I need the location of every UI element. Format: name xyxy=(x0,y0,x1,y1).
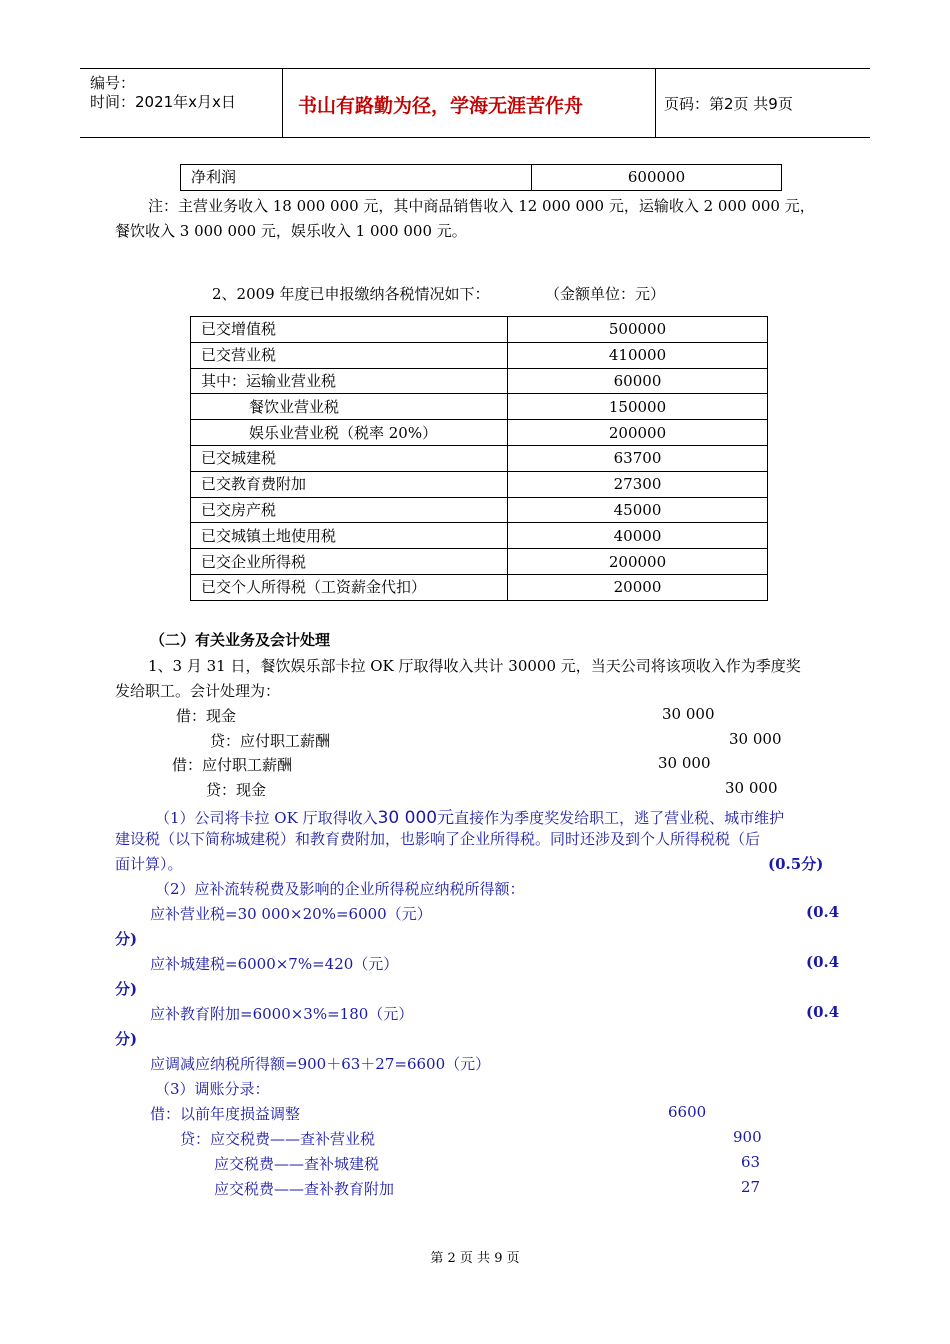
table-row xyxy=(191,574,768,600)
table-row xyxy=(191,497,768,523)
table-row xyxy=(191,549,768,575)
journal-entry-amount: 30 000 xyxy=(725,779,778,797)
paragraph-line: 1、3 月 31 日，餐饮娱乐部卡拉 OK 厅取得收入共计 30000 元，当天公司将该项收入作为季度奖 xyxy=(148,657,801,675)
table-cell-value: 150000 xyxy=(508,394,768,420)
table-cell-value: 410000 xyxy=(508,342,768,368)
table-row xyxy=(191,394,768,420)
table-cell-value: 600000 xyxy=(532,165,782,191)
journal-entry-label: 借：现金 xyxy=(176,707,237,725)
table-cell-label: 已交企业所得税 xyxy=(191,549,508,575)
page-header xyxy=(80,68,870,138)
journal-entry-label: 贷：应付职工薪酬 xyxy=(210,732,331,750)
table-row xyxy=(191,445,768,471)
answer-text: （1）公司将卡拉 OK 厅取得收入 xyxy=(155,809,378,827)
table-cell-label: 娱乐业营业税（税率 20%） xyxy=(191,420,508,446)
section-heading: （二）有关业务及会计处理 xyxy=(150,631,331,649)
table-cell-label: 已交营业税 xyxy=(191,342,508,368)
table-cell-value: 200000 xyxy=(508,549,768,575)
table-cell-label: 餐饮业营业税 xyxy=(191,394,508,420)
table-cell-label: 已交增值税 xyxy=(191,317,508,343)
table-cell-value: 45000 xyxy=(508,497,768,523)
tax-section-unit: （金额单位：元） xyxy=(545,285,666,303)
journal-entry-label: 应交税费——查补城建税 xyxy=(214,1155,380,1173)
header-motto: 书山有路勤为径，学海无涯苦作舟 xyxy=(298,95,584,117)
score-label: (0.4 xyxy=(806,903,840,921)
page-footer: 第 2 页 共 9 页 xyxy=(430,1251,520,1266)
table-cell-label: 已交城镇土地使用税 xyxy=(191,523,508,549)
table-row xyxy=(191,368,768,394)
tax-table xyxy=(190,316,768,601)
calculation-line: 应调减应纳税所得额=900＋63＋27=6600（元） xyxy=(150,1055,491,1073)
answer-paragraph-line: 面计算）。 xyxy=(115,855,183,873)
table-cell-label: 其中：运输业营业税 xyxy=(191,368,508,394)
journal-entry-amount: 30 000 xyxy=(662,705,715,723)
answer-paragraph-line: 建设税（以下简称城建税）和教育费附加，也影响了企业所得税。同时还涉及到个人所得税税（后 xyxy=(115,830,761,848)
journal-entry-label: 贷：应交税费——查补营业税 xyxy=(180,1130,376,1148)
table-cell-value: 27300 xyxy=(508,471,768,497)
note-line: 注：主营业务收入 18 000 000 元，其中商品销售收入 12 000 000 元，运输收入 2 000 000 元， xyxy=(148,197,815,215)
table-cell-label: 净利润 xyxy=(181,165,532,191)
table-row xyxy=(191,420,768,446)
table-cell-value: 20000 xyxy=(508,574,768,600)
table-cell-label: 已交个人所得税（工资薪金代扣） xyxy=(191,574,508,600)
answer-text: 直接作为季度奖发给职工，逃了营业税、城市维护 xyxy=(454,809,785,827)
journal-entry-label: 借：以前年度损益调整 xyxy=(150,1105,301,1123)
journal-entry-label: 应交税费——查补教育附加 xyxy=(214,1180,395,1198)
score-label: 分) xyxy=(115,1030,138,1048)
tax-section-title: 2、2009 年度已申报缴纳各税情况如下： xyxy=(212,285,490,303)
calculation-line: 应补教育附加=6000×3%=180（元） xyxy=(150,1005,414,1023)
table-cell-value: 500000 xyxy=(508,317,768,343)
score-label: 分) xyxy=(115,930,138,948)
answer-unit: 元 xyxy=(437,808,455,828)
paragraph-line: 发给职工。会计处理为： xyxy=(115,682,281,700)
document-code-label: 编号： xyxy=(90,74,136,92)
table-row xyxy=(191,471,768,497)
table-row xyxy=(191,523,768,549)
document-date: 时间：2021年x月x日 xyxy=(90,93,236,111)
table-cell-label: 已交房产税 xyxy=(191,497,508,523)
journal-entry-label: 贷：现金 xyxy=(206,781,267,799)
answer-amount: 30 000 xyxy=(377,808,438,828)
net-profit-table xyxy=(180,164,782,191)
table-cell-value: 63700 xyxy=(508,445,768,471)
score-label: (0.4 xyxy=(806,953,840,971)
table-cell-value: 200000 xyxy=(508,420,768,446)
journal-entry-amount: 900 xyxy=(733,1128,762,1146)
table-cell-value: 60000 xyxy=(508,368,768,394)
table-row xyxy=(191,342,768,368)
table-row xyxy=(191,317,768,343)
score-label: (0.4 xyxy=(806,1003,840,1021)
table-cell-value: 40000 xyxy=(508,523,768,549)
header-divider xyxy=(282,69,283,137)
journal-entry-amount: 30 000 xyxy=(658,754,711,772)
journal-entry-amount: 63 xyxy=(741,1153,761,1171)
answer-subtitle: （3）调账分录： xyxy=(155,1080,270,1098)
journal-entry-amount: 30 000 xyxy=(729,730,782,748)
journal-entry-amount: 6600 xyxy=(668,1103,707,1121)
answer-subtitle: （2）应补流转税费及影响的企业所得税应纳税所得额： xyxy=(155,880,525,898)
table-cell-label: 已交城建税 xyxy=(191,445,508,471)
answer-paragraph-line xyxy=(155,803,784,828)
header-divider xyxy=(655,69,656,137)
table-cell-label: 已交教育费附加 xyxy=(191,471,508,497)
calculation-line: 应补城建税=6000×7%=420（元） xyxy=(150,955,399,973)
table-row xyxy=(181,165,782,191)
note-line: 餐饮收入 3 000 000 元，娱乐收入 1 000 000 元。 xyxy=(115,222,467,240)
score-label: 分) xyxy=(115,980,138,998)
journal-entry-amount: 27 xyxy=(741,1178,761,1196)
score-label: (0.5分) xyxy=(768,855,824,873)
calculation-line: 应补营业税=30 000×20%=6000（元） xyxy=(150,905,432,923)
journal-entry-label: 借：应付职工薪酬 xyxy=(172,756,293,774)
page-number-label: 页码：第2页 共9页 xyxy=(664,95,793,113)
